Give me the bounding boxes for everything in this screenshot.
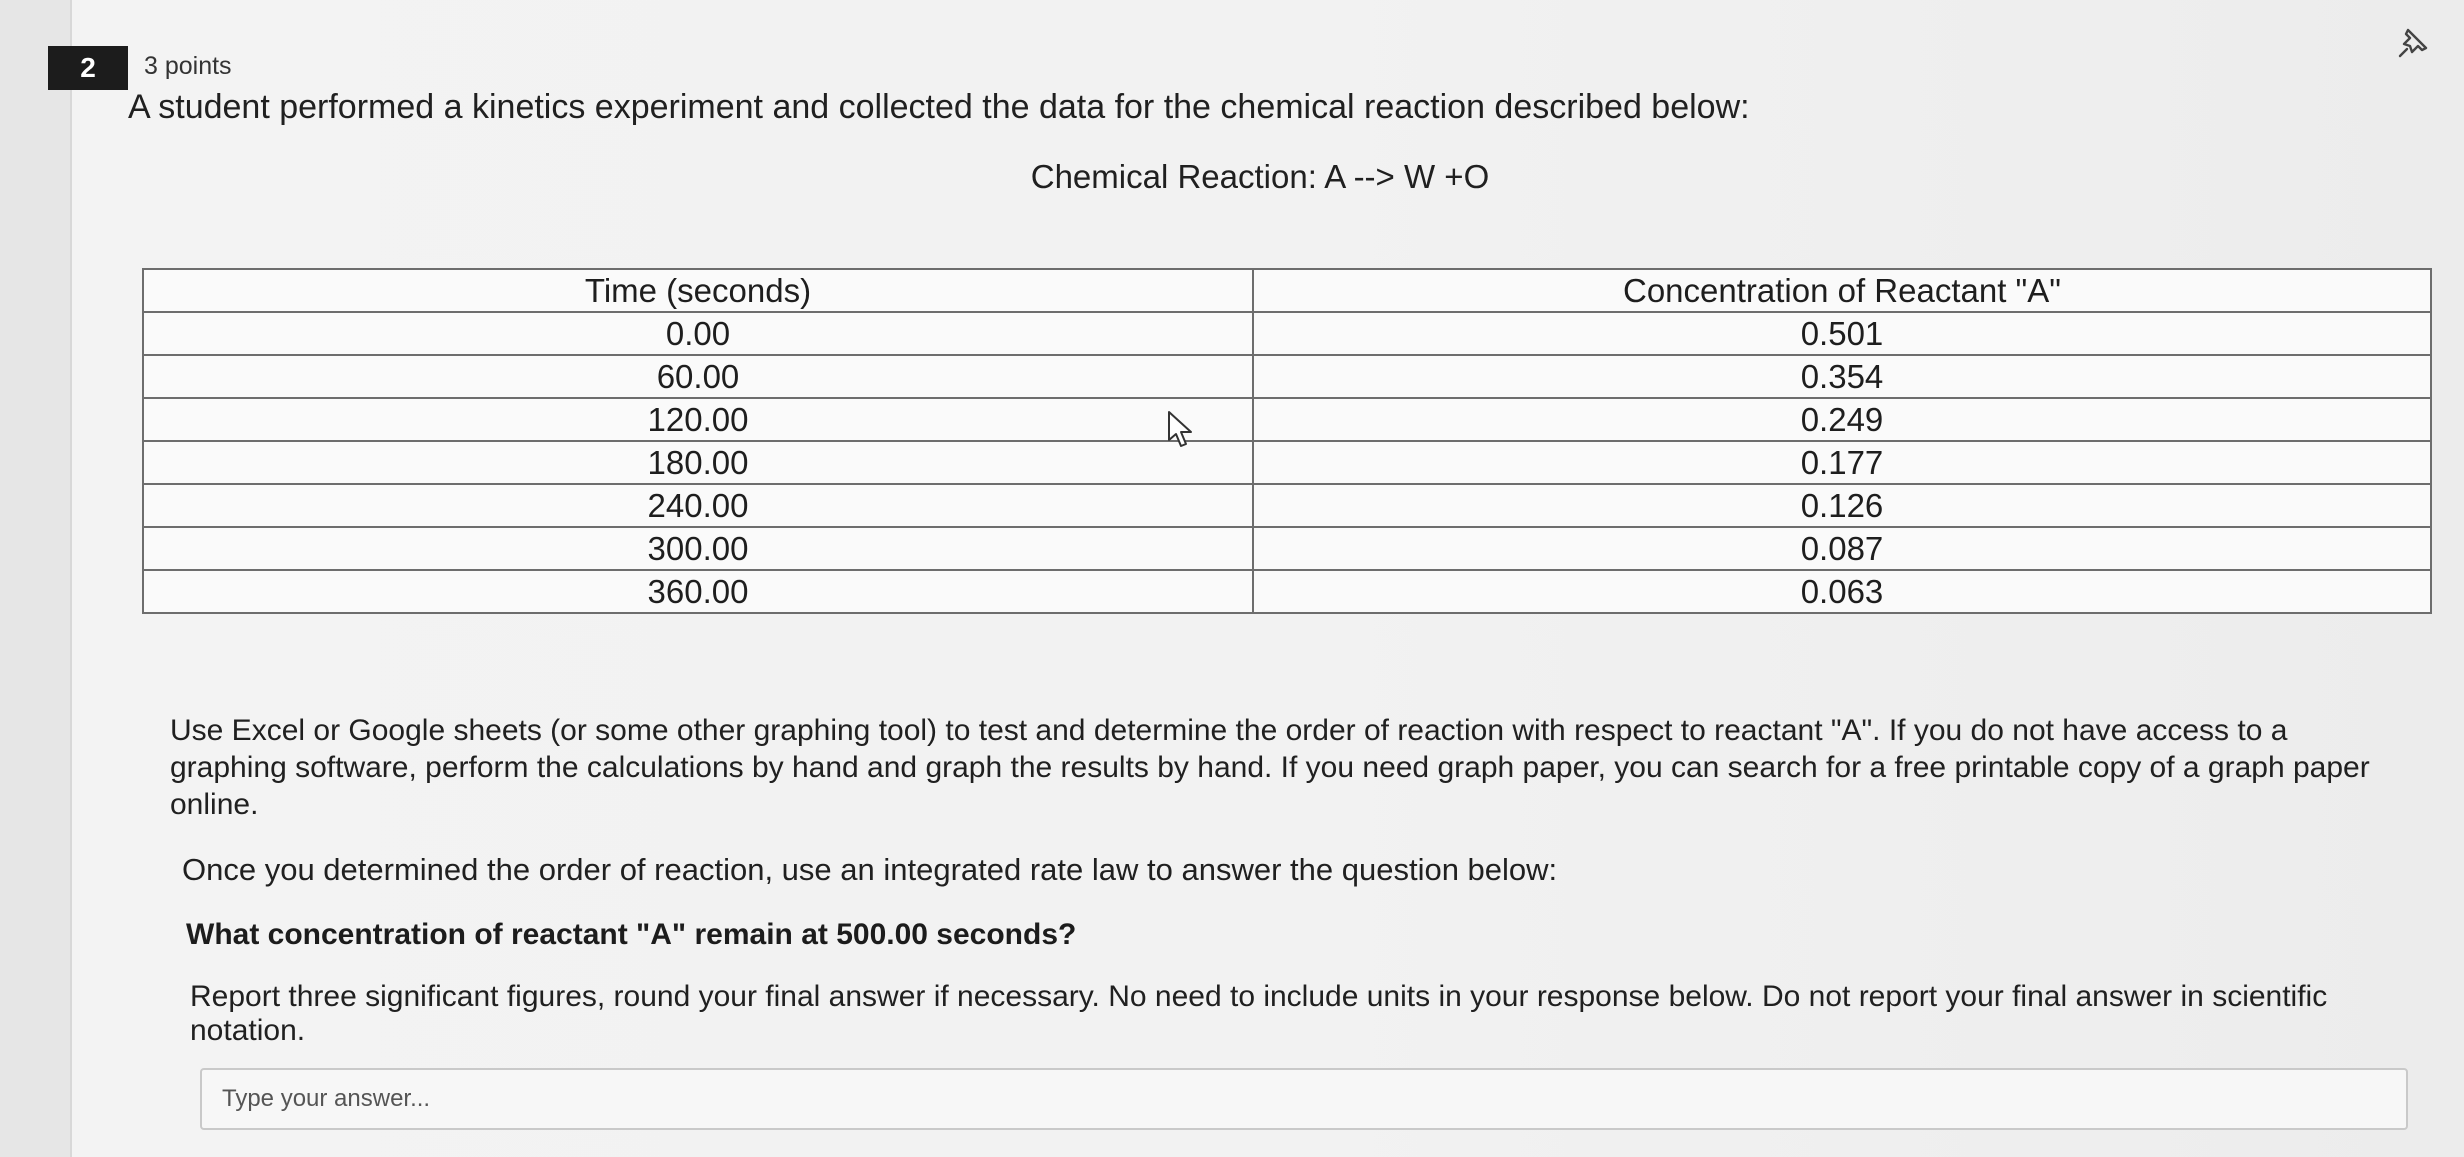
- question-number-badge: 2: [48, 46, 128, 90]
- table-row: [143, 484, 2431, 527]
- table-row: [143, 355, 2431, 398]
- concentration-cell: 0.501: [1253, 312, 2431, 355]
- instructions-text: Use Excel or Google sheets (or some other graphing tool) to test and determine the order of reaction with respect to reactant "A". If you do not have access to a graphing software, perform the calculations by hand and graph the results by hand. If you need graph paper, you can search for a free printable copy of a graph paper online.: [170, 714, 2370, 821]
- table-row: [143, 398, 2431, 441]
- concentration-cell: 0.126: [1253, 484, 2431, 527]
- mouse-cursor-icon: [1166, 410, 1196, 450]
- chemical-reaction: Chemical Reaction: A --> W +O: [1030, 158, 1490, 195]
- time-cell: 180.00: [143, 441, 1253, 484]
- answer-input[interactable]: [200, 1068, 2408, 1130]
- table-header-row: [143, 269, 2431, 312]
- concentration-cell: 0.354: [1253, 355, 2431, 398]
- concentration-cell: 0.177: [1253, 441, 2431, 484]
- table-row: [143, 441, 2431, 484]
- time-cell: 60.00: [143, 355, 1253, 398]
- question-points: 3 points: [144, 52, 232, 80]
- column-header-time: Time (seconds): [143, 269, 1253, 312]
- question-prompt: What concentration of reactant "A" remain at 500.00 seconds?: [186, 918, 1077, 951]
- pin-icon[interactable]: [2394, 22, 2434, 62]
- report-instructions: Report three significant figures, round your final answer if necessary. No need to include units in your response below. Do not report your final answer in scientific notation.: [190, 980, 2328, 1047]
- time-cell: 240.00: [143, 484, 1253, 527]
- kinetics-data-table: [142, 268, 2432, 614]
- time-cell: 120.00: [143, 398, 1253, 441]
- time-cell: 300.00: [143, 527, 1253, 570]
- concentration-cell: 0.063: [1253, 570, 2431, 613]
- determine-order-text: Once you determined the order of reaction, use an integrated rate law to answer the question below:: [182, 852, 1558, 887]
- question-intro: A student performed a kinetics experiment and collected the data for the chemical reaction described below:: [128, 88, 1750, 126]
- concentration-cell: 0.249: [1253, 398, 2431, 441]
- time-cell: 360.00: [143, 570, 1253, 613]
- table-row: [143, 527, 2431, 570]
- table-row: [143, 312, 2431, 355]
- time-cell: 0.00: [143, 312, 1253, 355]
- column-header-concentration: Concentration of Reactant "A": [1253, 269, 2431, 312]
- table-row: [143, 570, 2431, 613]
- concentration-cell: 0.087: [1253, 527, 2431, 570]
